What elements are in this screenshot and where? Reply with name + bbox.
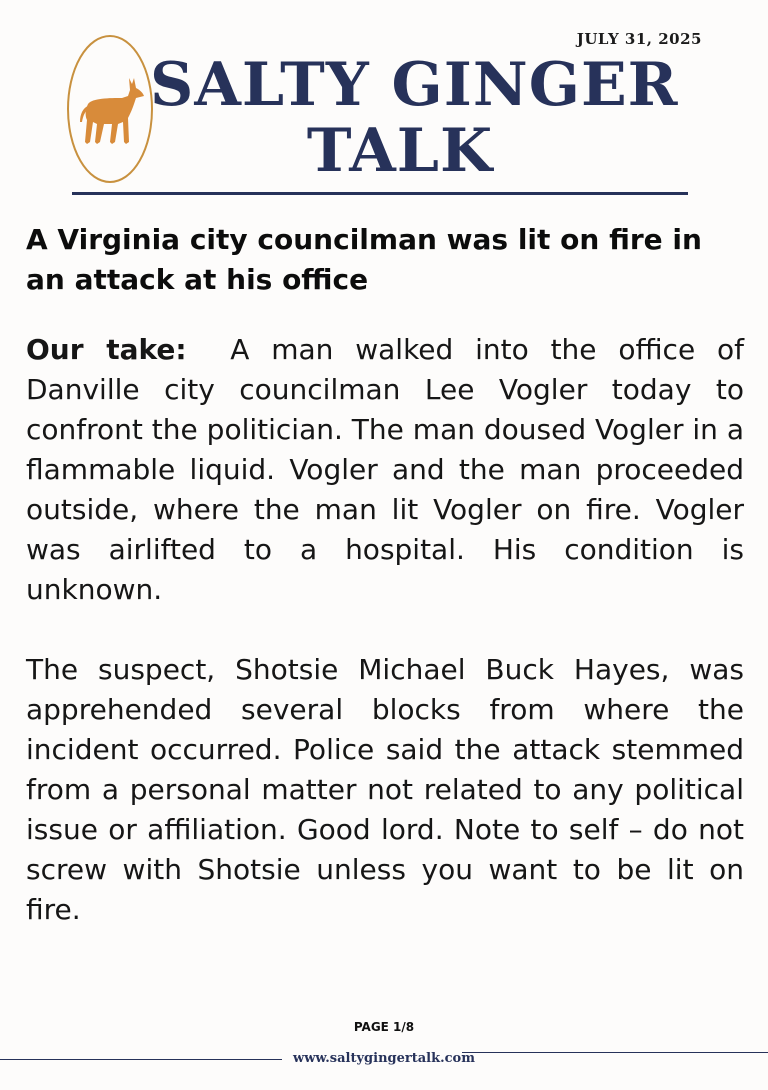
website-url: www.saltygingertalk.com bbox=[293, 1051, 475, 1066]
article-body bbox=[26, 330, 744, 970]
page-number: PAGE 1/8 bbox=[353, 1020, 415, 1034]
our-take-label: Our take: bbox=[26, 333, 187, 366]
issue-date: JULY 31, 2025 bbox=[576, 30, 702, 48]
paragraph-1-text: A man walked into the office of Danville city councilman Lee Vogler today to confront the politician. The man doused Vogler in a flammable liquid. Vogler and the man proceeded outside, where the man lit Vogler on fire. Vogler was airlifted to a hospital. His condition is unknown. bbox=[26, 333, 744, 606]
header-divider bbox=[72, 192, 688, 195]
article-headline: A Virginia city councilman was lit on fire in an attack at his office bbox=[26, 223, 702, 296]
masthead-line-2: TALK bbox=[306, 116, 494, 186]
article-paragraph-1 bbox=[26, 330, 744, 610]
masthead-title bbox=[150, 50, 679, 186]
dog-icon bbox=[66, 34, 154, 184]
masthead-line-1: SALTY GINGER bbox=[150, 50, 679, 120]
article-paragraph-2: The suspect, Shotsie Michael Buck Hayes, was apprehended several blocks from where the incident occurred. Police said the attack stemmed from a personal matter not related to any political issue or affiliation. Good lord. Note to self – do not screw with Shotsie unless you want to be lit on fire. bbox=[26, 653, 744, 926]
